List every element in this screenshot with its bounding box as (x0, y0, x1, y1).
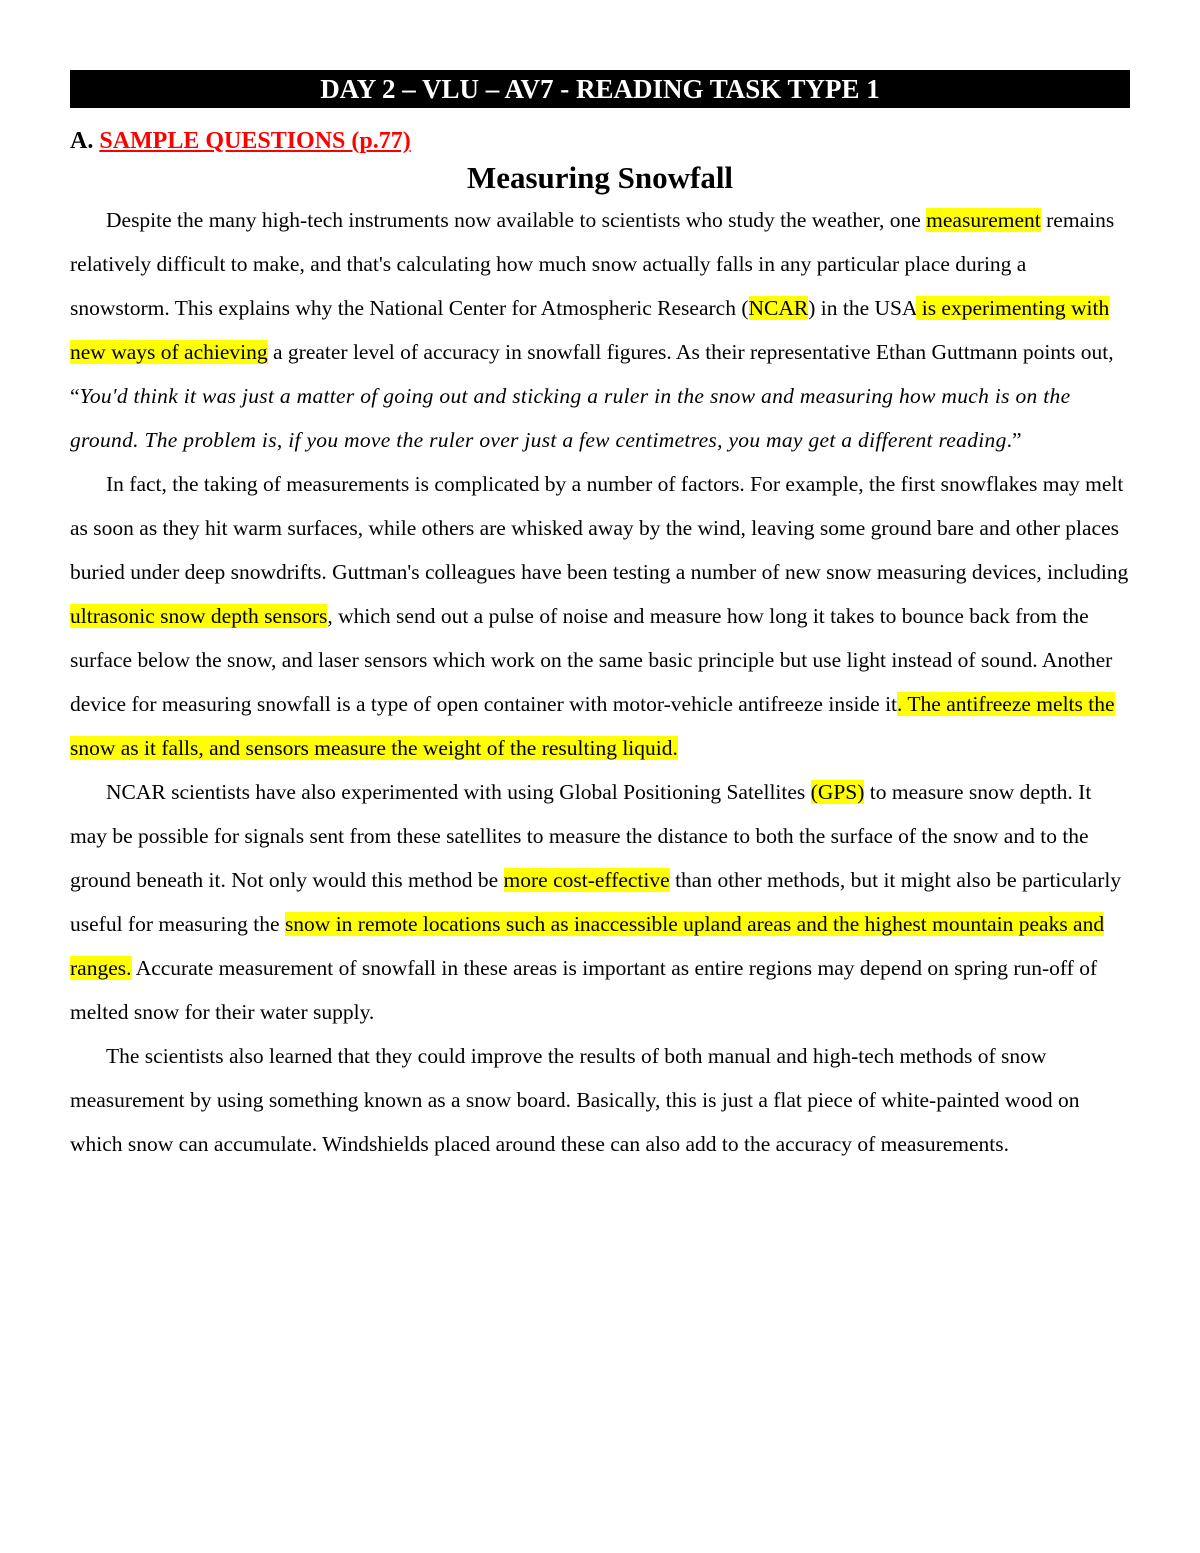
text-run: to measure snow depth. It may be possible for signals sent from these satellites to measure the distance to both the surface of the snow and to the ground beneath it. Not only would this method be (70, 780, 1092, 892)
highlighted-text: snow in remote locations such as inaccessible upland areas and the highest mountain peaks and ranges. (70, 912, 1105, 980)
text-run: , which send out a pulse of noise and measure how long it takes to bounce back from the surface below the snow, and laser sensors which work on the same basic principle but use light instead of sound. Another device for measuring snowfall is a type of open container with motor-vehicle antifreeze inside it (70, 604, 1113, 716)
text-run: Accurate measurement of snowfall in these areas is important as entire regions may depend on spring run-off of melted snow for their water supply. (70, 956, 1098, 1024)
quotation: You'd think it was just a matter of going out and sticking a ruler in the snow and measuring how much is on the ground. The problem is, if you move the ruler over just a few centimetres, you may get a different reading (70, 384, 1071, 452)
highlighted-text: more cost-effective (503, 868, 670, 892)
section-heading (70, 126, 1130, 156)
text-run: remains relatively difficult to make, and that's calculating how much snow actually falls in any particular place during a snowstorm. This explains why the National Center for Atmospheric Research ( (70, 208, 1115, 320)
highlighted-text: . The antifreeze melts the snow as it falls, and sensors measure the weight of the resulting liquid. (70, 692, 1115, 760)
document-page (70, 70, 1130, 1166)
article-title: Measuring Snowfall (466, 160, 734, 195)
section-letter: A. (70, 128, 100, 154)
text-run: .” (1006, 428, 1022, 452)
paragraph-1 (70, 198, 1130, 462)
highlighted-text: NCAR (748, 296, 809, 320)
section-title: SAMPLE QUESTIONS (p.77) (99, 128, 411, 154)
highlighted-text: (GPS) (810, 780, 865, 804)
text-run: Despite the many high-tech instruments now available to scientists who study the weather, one (106, 208, 927, 232)
page-banner (70, 70, 1130, 108)
paragraph-4 (70, 1034, 1130, 1166)
banner-text: DAY 2 – VLU – AV7 - READING TASK TYPE 1 (320, 74, 880, 104)
text-run: than other methods, but it might also be particularly useful for measuring the (70, 868, 1122, 936)
text-run: In fact, the taking of measurements is complicated by a number of factors. For example, the first snowflakes may melt as soon as they hit warm surfaces, while others are whisked away by the wind, leaving some ground bare and other places buried under deep snowdrifts. Guttman's colleagues have been testing a number of new snow measuring devices, including (70, 472, 1129, 584)
paragraph-2 (70, 462, 1130, 770)
highlighted-text: ultrasonic snow depth sensors (70, 604, 328, 628)
highlighted-text: is experimenting with new ways of achieving (70, 296, 1110, 364)
text-run: NCAR scientists have also experimented with using Global Positioning Satellites (106, 780, 811, 804)
text-run: The scientists also learned that they could improve the results of both manual and high-tech methods of snow measurement by using something known as a snow board. Basically, this is just a flat piece of white-painted wood on which snow can accumulate. Windshields placed around these can also add to the accuracy of measurements. (70, 1044, 1080, 1156)
text-run: ) in the USA (808, 296, 917, 320)
paragraph-3 (70, 770, 1130, 1034)
text-run: a greater level of accuracy in snowfall figures. As their representative Ethan Guttmann points out, “ (70, 340, 1114, 408)
highlighted-text: measurement (926, 208, 1041, 232)
